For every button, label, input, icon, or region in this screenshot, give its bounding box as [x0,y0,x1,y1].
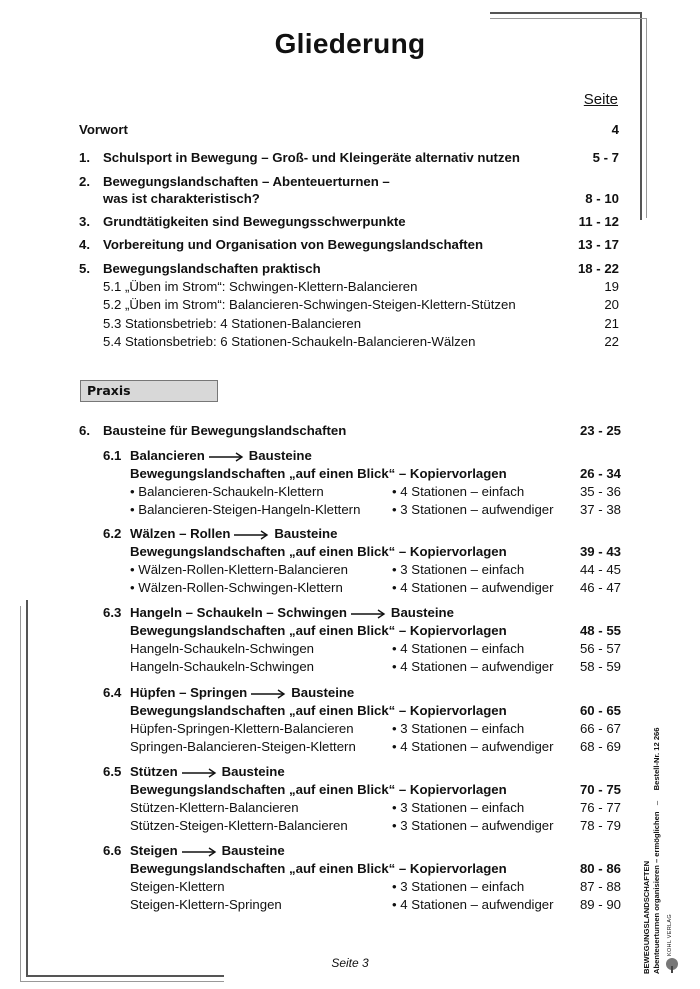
kopiervorlagen-text: Bewegungslandschaften „auf einen Blick“ – Kopiervorlagen [130,466,507,481]
block-title-after: Bausteine [221,764,285,779]
toc-entry-page: 23 - 25 [579,423,621,438]
toc-subentry-text: 5.1 „Üben im Strom“: Schwingen-Klettern-Balancieren [103,279,418,294]
toc-entry-page: 8 - 10 [585,191,619,206]
toc-entry-page: 18 - 22 [577,261,619,276]
block-title-text: Steigen [130,843,178,858]
item-stations: • 4 Stationen – einfach [392,641,525,656]
long-arrow-right-icon [182,768,218,778]
long-arrow-right-icon [234,530,270,540]
item-page: 46 - 47 [579,580,621,595]
item-stations: • 3 Stationen – einfach [392,721,525,736]
block-number: 6.1 [103,448,122,463]
item-text: Stützen-Klettern-Balancieren [130,800,299,815]
toc-entry-text: Bewegungslandschaften – Abenteuerturnen – [103,174,390,189]
toc-entry-text: Vorbereitung und Organisation von Bewegungslandschaften [103,237,484,252]
toc-entry-number: 3. [79,214,90,229]
item-page: 76 - 77 [579,800,621,815]
kopiervorlagen-page: 48 - 55 [579,623,621,638]
item-text: Steigen-Klettern-Springen [130,897,282,912]
block-title-after: Bausteine [274,526,338,541]
block-number: 6.4 [103,685,122,700]
publisher-name: KOHL VERLAG [667,914,673,956]
kopiervorlagen-text: Bewegungslandschaften „auf einen Blick“ – Kopiervorlagen [130,782,507,797]
item-text: • Wälzen-Rollen-Schwingen-Klettern [130,580,343,595]
long-arrow-right-icon [351,609,387,619]
block-title-after: Bausteine [291,685,355,700]
block-title-text: Stützen [130,764,178,779]
side-title [642,861,651,974]
toc-entry-text-line2: was ist charakteristisch? [103,191,260,206]
kopiervorlagen-page: 39 - 43 [579,544,621,559]
page-footer: Seite 3 [331,956,369,970]
kopiervorlagen-page: 60 - 65 [579,703,621,718]
side-order-number: Bestell-Nr. 12 266 [652,727,661,791]
block-number: 6.5 [103,764,122,779]
item-page: 66 - 67 [579,721,621,736]
kopiervorlagen-page: 80 - 86 [579,861,621,876]
frame-bottom-left-vertical-inner [20,606,21,982]
toc-entry-number: 6. [79,423,90,438]
long-arrow-right-icon [251,689,287,699]
frame-top-right-horizontal-inner [490,18,646,19]
toc-subentry-page: 22 [604,334,619,349]
page-title: Gliederung [274,28,426,59]
kopiervorlagen-text: Bewegungslandschaften „auf einen Blick“ – Kopiervorlagen [130,861,507,876]
item-page: 58 - 59 [579,659,621,674]
kopiervorlagen-text: Bewegungslandschaften „auf einen Blick“ – Kopiervorlagen [130,703,507,718]
toc-entry-text: Schulsport in Bewegung – Groß- und Kleingeräte alternativ nutzen [103,150,520,165]
block-title-text: Wälzen – Rollen [130,526,231,541]
item-text: Hangeln-Schaukeln-Schwingen [130,641,315,656]
frame-top-right-horizontal [490,12,642,14]
toc-subentry-page: 21 [604,316,619,331]
toc-subentry-page: 19 [604,279,619,294]
block-title-after: Bausteine [221,843,285,858]
item-stations: • 3 Stationen – aufwendiger [392,502,554,517]
toc-entry-page: 5 - 7 [592,150,619,165]
item-page: 37 - 38 [579,502,621,517]
block-title-after: Bausteine [248,448,312,463]
kopiervorlagen-page: 26 - 34 [579,466,621,481]
block-title [130,447,312,464]
side-publisher-strip [640,596,690,976]
toc-entry-page: 11 - 12 [578,214,619,229]
item-page: 89 - 90 [579,897,621,912]
item-text: • Balancieren-Steigen-Hangeln-Klettern [130,502,361,517]
item-page: 56 - 57 [579,641,621,656]
frame-bottom-left-vertical [26,600,28,976]
toc-entry-text: Vorwort [79,122,128,137]
item-stations: • 4 Stationen – aufwendiger [392,897,554,912]
item-stations: • 4 Stationen – aufwendiger [392,739,554,754]
praxis-section-label: Praxis [80,380,218,402]
page-column-header: Seite [583,91,618,108]
frame-bottom-left-horizontal [26,975,224,977]
block-title [130,604,454,621]
toc-entry-text: Bewegungslandschaften praktisch [103,261,321,276]
toc-subentry-text: 5.2 „Üben im Strom“: Balancieren-Schwingen-Steigen-Klettern-Stützen [103,297,516,312]
toc-entry-text: Grundtätigkeiten sind Bewegungsschwerpunkte [103,214,406,229]
side-subtitle-text: Abenteuerturnen organisieren – ermöglichen [652,811,661,974]
block-title [130,763,285,780]
item-stations: • 3 Stationen – einfach [392,800,525,815]
item-stations: • 4 Stationen – aufwendiger [392,580,554,595]
item-stations: • 4 Stationen – einfach [392,484,525,499]
toc-entry-number: 1. [79,150,90,165]
item-text: Hangeln-Schaukeln-Schwingen [130,659,315,674]
item-page: 44 - 45 [579,562,621,577]
item-stations: • 4 Stationen – aufwendiger [392,659,554,674]
item-page: 87 - 88 [579,879,621,894]
publisher-logo [664,914,680,974]
long-arrow-right-icon [182,847,218,857]
block-title [130,525,337,542]
item-text: • Wälzen-Rollen-Klettern-Balancieren [130,562,348,577]
item-text: Springen-Balancieren-Steigen-Klettern [130,739,356,754]
block-number: 6.3 [103,605,122,620]
block-title [130,842,285,859]
toc-subentry-text: 5.3 Stationsbetrieb: 4 Stationen-Balancieren [103,316,362,331]
toc-subentry-text: 5.4 Stationsbetrieb: 6 Stationen-Schaukeln-Balancieren-Wälzen [103,334,476,349]
toc-entry-number: 4. [79,237,90,252]
side-subtitle: Abenteuerturnen organisieren – ermöglichen – Bestell-Nr. 12 266 [652,727,661,974]
toc-entry-text: Bausteine für Bewegungslandschaften [103,423,347,438]
kopiervorlagen-text: Bewegungslandschaften „auf einen Blick“ – Kopiervorlagen [130,544,507,559]
item-text: Steigen-Klettern [130,879,225,894]
frame-bottom-left-horizontal-inner [20,981,224,982]
block-title-text: Balancieren [130,448,205,463]
toc-subentry-page: 20 [604,297,619,312]
item-stations: • 3 Stationen – einfach [392,562,525,577]
kopiervorlagen-text: Bewegungslandschaften „auf einen Blick“ – Kopiervorlagen [130,623,507,638]
kopiervorlagen-page: 70 - 75 [579,782,621,797]
long-arrow-right-icon [209,452,245,462]
item-page: 68 - 69 [579,739,621,754]
toc-entry-2 [79,173,619,207]
toc-entry-page: 13 - 17 [577,237,619,252]
toc-entry-page: 4 [611,122,619,137]
item-text: Hüpfen-Springen-Klettern-Balancieren [130,721,354,736]
block-title-after: Bausteine [390,605,454,620]
block-number: 6.2 [103,526,122,541]
toc-entry-number: 2. [79,174,90,189]
block-number: 6.6 [103,843,122,858]
item-text: Stützen-Steigen-Klettern-Balancieren [130,818,348,833]
item-page: 78 - 79 [579,818,621,833]
toc-entry-number: 5. [79,261,90,276]
side-title-text: BEWEGUNGSLANDSCHAFTEN [642,860,651,974]
block-title-text: Hüpfen – Springen [130,685,248,700]
item-text: • Balancieren-Schaukeln-Klettern [130,484,324,499]
item-page: 35 - 36 [579,484,621,499]
item-stations: • 3 Stationen – einfach [392,879,525,894]
block-title [130,684,354,701]
item-stations: • 3 Stationen – aufwendiger [392,818,554,833]
block-title-text: Hangeln – Schaukeln – Schwingen [130,605,347,620]
